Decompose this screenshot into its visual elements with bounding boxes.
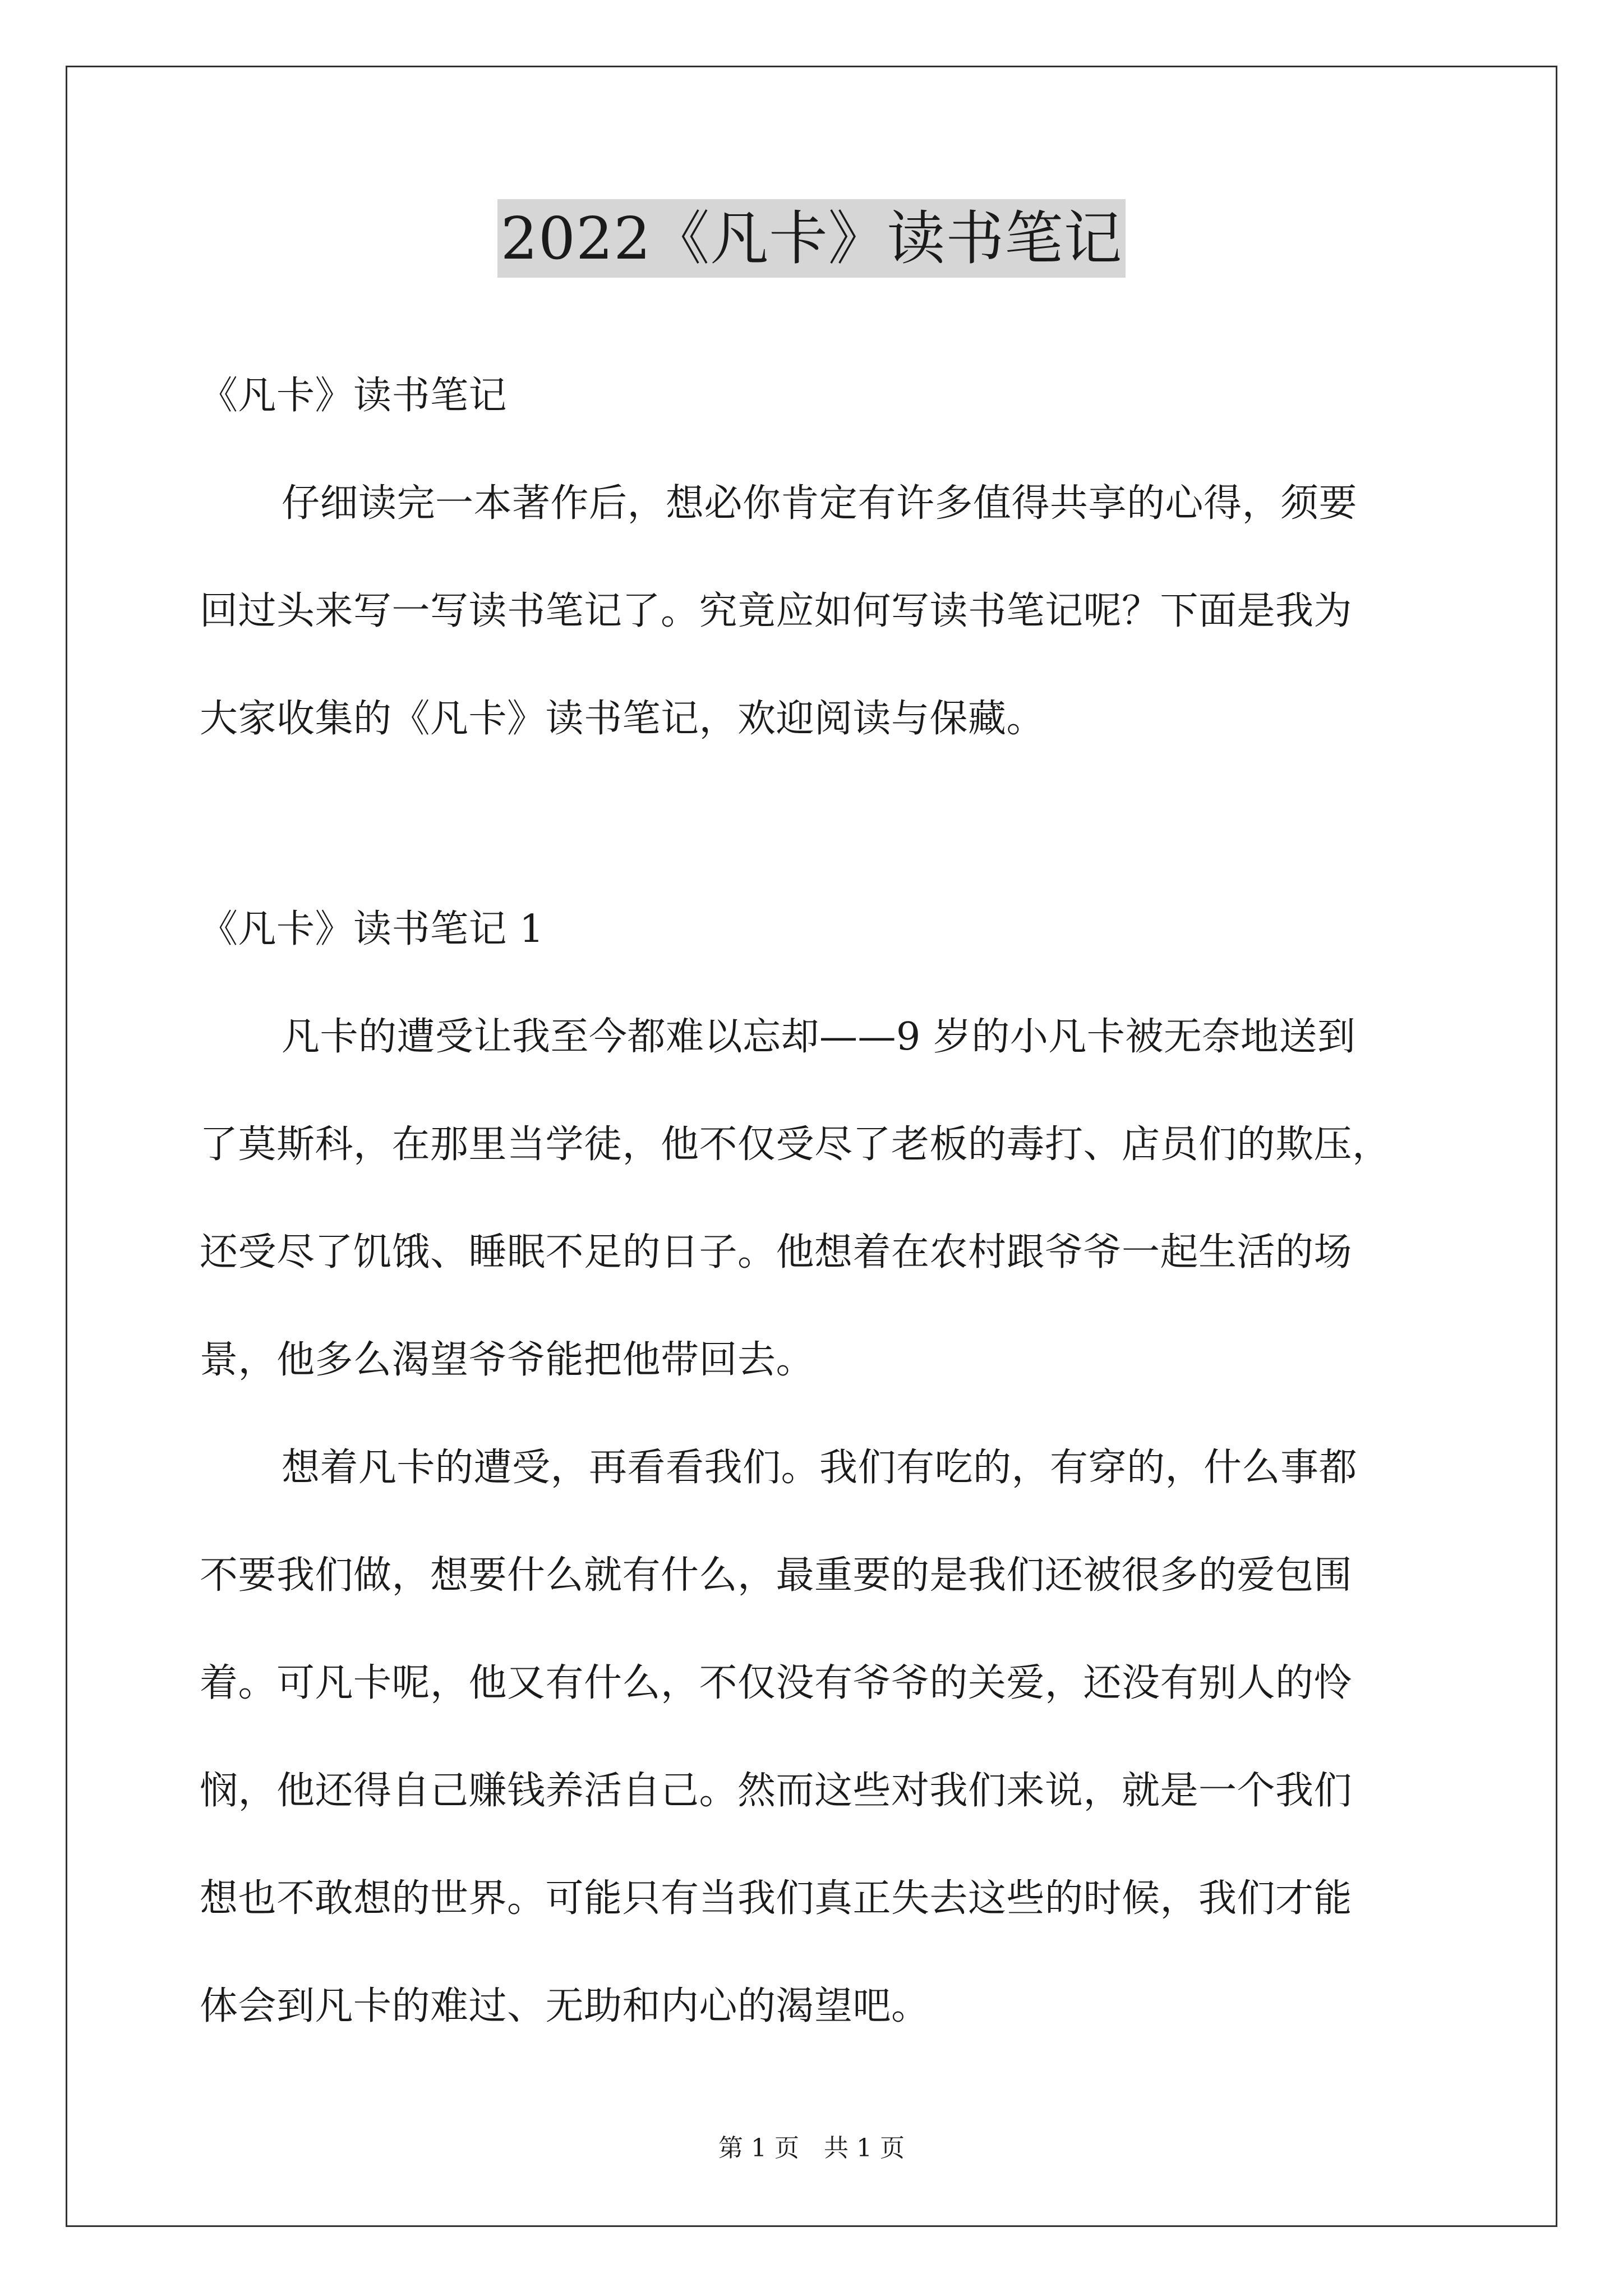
document-body xyxy=(200,342,1433,2060)
paragraph1-line: 还受尽了饥饿、睡眠不足的日子。他想着在农村跟爷爷一起生活的场 xyxy=(200,1230,1353,1274)
section-heading: 《凡卡》读书笔记 1 xyxy=(200,907,544,951)
subtitle: 《凡卡》读书笔记 xyxy=(200,374,508,418)
paragraph2-line: 体会到凡卡的难过、无助和内心的渴望吧。 xyxy=(200,1984,930,2028)
intro-line: 仔细读完一本著作后，想必你肯定有许多值得共享的心得，须要 xyxy=(282,481,1358,526)
intro-line: 大家收集的《凡卡》读书笔记，欢迎阅读与保藏。 xyxy=(200,697,1045,741)
paragraph2-line: 悯，他还得自己赚钱养活自己。然而这些对我们来说，就是一个我们 xyxy=(200,1769,1353,1813)
title-container xyxy=(0,199,1623,278)
paragraph1-line: 景，他多么渴望爷爷能把他带回去。 xyxy=(200,1338,815,1382)
paragraph2-line: 想也不敢想的世界。可能只有当我们真正失去这些的时候，我们才能 xyxy=(200,1876,1353,1921)
document-title: 2022《凡卡》读书笔记 xyxy=(497,199,1126,278)
page-footer: 第 1 页 共 1 页 xyxy=(718,2134,905,2162)
paragraph1-line: 了莫斯科，在那里当学徒，他不仅受尽了老板的毒打、店员们的欺压， xyxy=(200,1122,1391,1167)
paragraph2-line: 想着凡卡的遭受，再看看我们。我们有吃的，有穿的，什么事都 xyxy=(282,1446,1358,1490)
paragraph2-line: 着。可凡卡呢，他又有什么，不仅没有爷爷的关爱，还没有别人的怜 xyxy=(200,1661,1353,1705)
paragraph2-line: 不要我们做，想要什么就有什么，最重要的是我们还被很多的爱包围 xyxy=(200,1553,1353,1598)
intro-line: 回过头来写一写读书笔记了。究竟应如何写读书笔记呢？下面是我为 xyxy=(200,589,1353,633)
paragraph1-line: 凡卡的遭受让我至今都难以忘却——9 岁的小凡卡被无奈地送到 xyxy=(282,1015,1356,1059)
